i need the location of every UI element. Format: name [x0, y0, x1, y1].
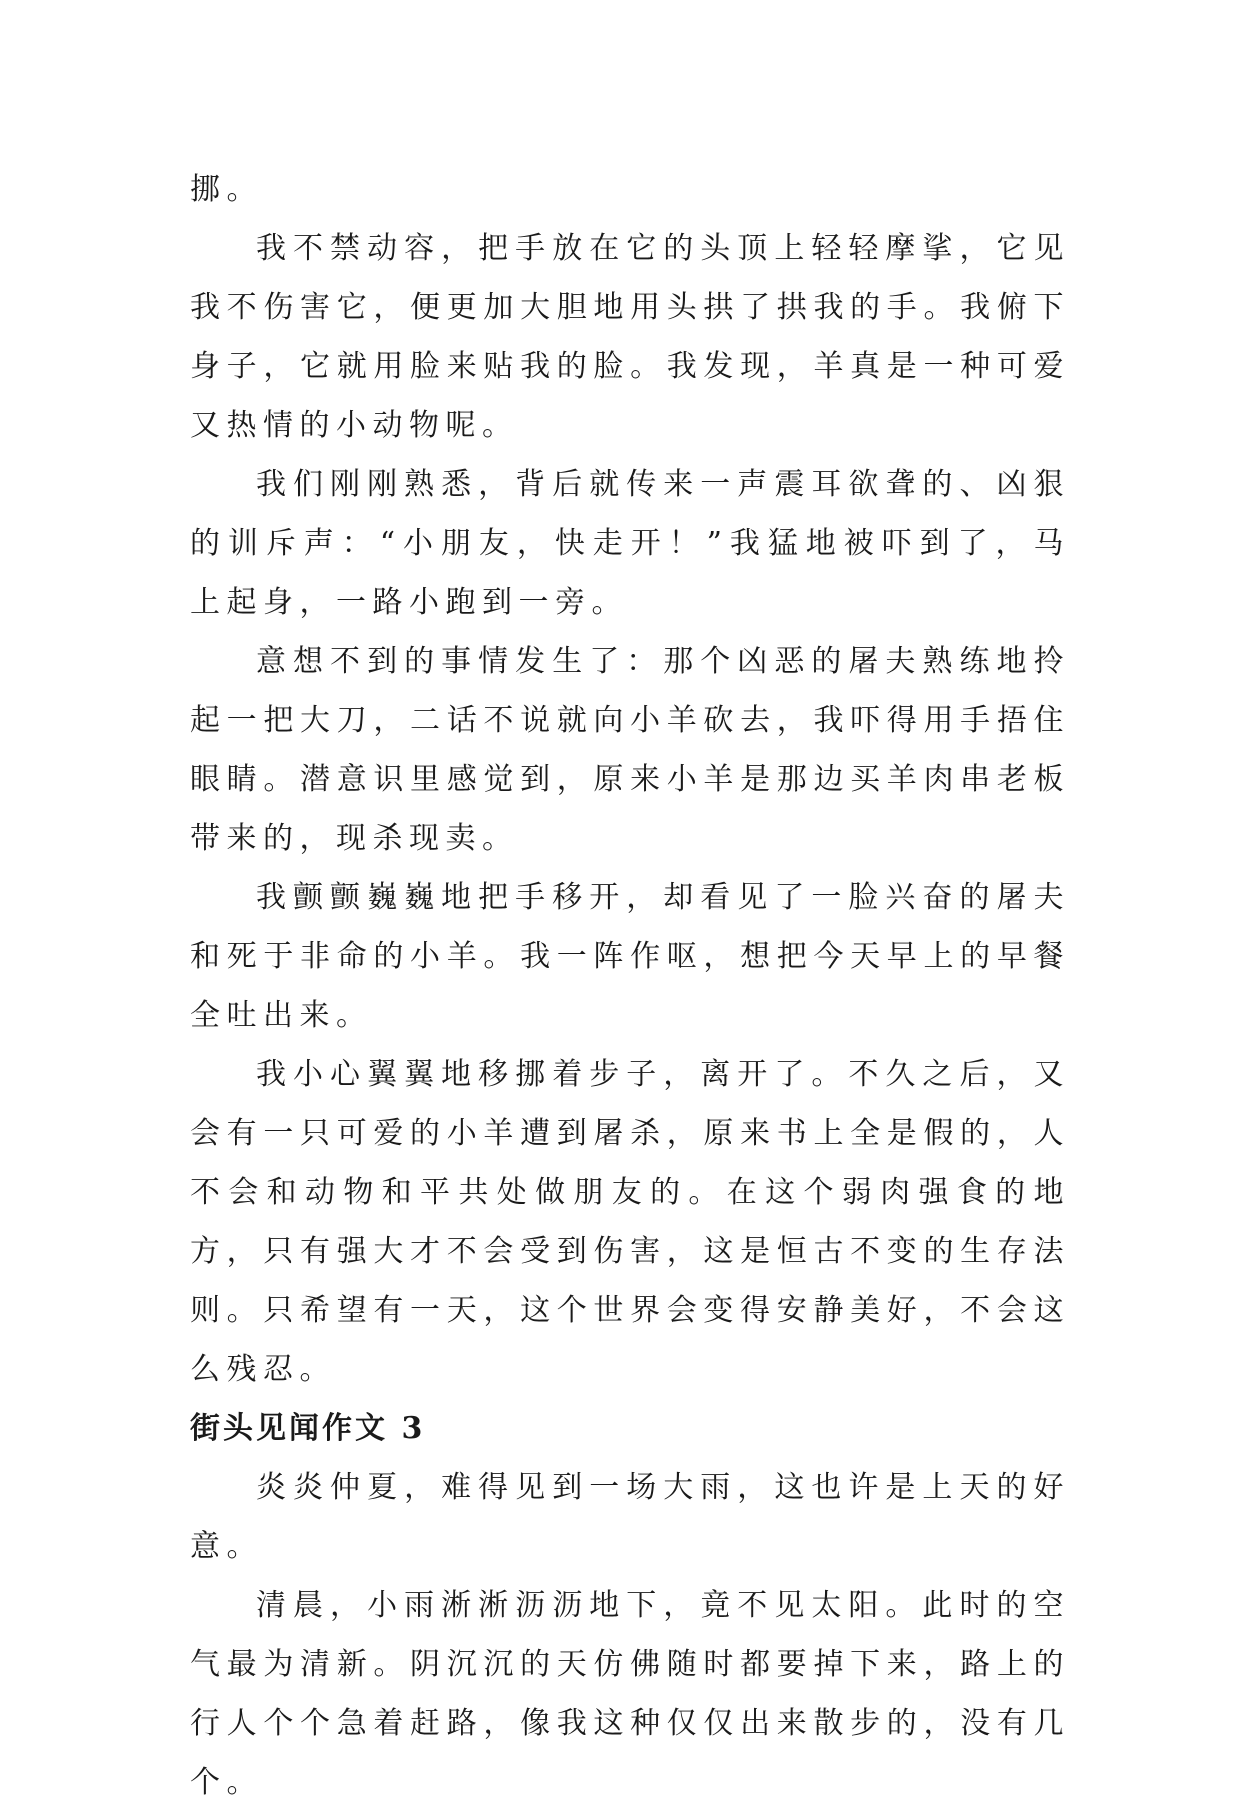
paragraph: 炎炎仲夏，难得见到一场大雨，这也许是上天的好意。 [190, 1470, 1070, 1564]
paragraph-continuation: 挪。 [190, 172, 263, 207]
document-page [190, 160, 1070, 1812]
paragraph: 清晨，小雨淅淅沥沥地下，竟不见太阳。此时的空气最为清新。阴沉沉的天仿佛随时都要掉下来，路上的行人个个急着赶路，像我这种仅仅出来散步的，没有几个。 [190, 1588, 1070, 1800]
section-heading: 街头见闻作文 3 [190, 1411, 426, 1446]
paragraph: 我不禁动容，把手放在它的头顶上轻轻摩挲，它见我不伤害它，便更加大胆地用头拱了拱我的手。我俯下身子，它就用脸来贴我的脸。我发现，羊真是一种可爱又热情的小动物呢。 [190, 231, 1070, 443]
paragraph: 我们刚刚熟悉，背后就传来一声震耳欲聋的、凶狠的训斥声：“小朋友，快走开！”我猛地被吓到了，马上起身，一路小跑到一旁。 [190, 467, 1070, 620]
paragraph: 我小心翼翼地移挪着步子，离开了。不久之后，又会有一只可爱的小羊遭到屠杀，原来书上全是假的，人不会和动物和平共处做朋友的。在这个弱肉强食的地方，只有强大才不会受到伤害，这是恒古不变的生存法则。只希望有一天，这个世界会变得安静美好，不会这么残忍。 [190, 1057, 1070, 1387]
paragraph: 意想不到的事情发生了：那个凶恶的屠夫熟练地拎起一把大刀，二话不说就向小羊砍去，我吓得用手捂住眼睛。潜意识里感觉到，原来小羊是那边买羊肉串老板带来的，现杀现卖。 [190, 644, 1070, 856]
paragraph: 我颤颤巍巍地把手移开，却看见了一脸兴奋的屠夫和死于非命的小羊。我一阵作呕，想把今天早上的早餐全吐出来。 [190, 880, 1070, 1033]
